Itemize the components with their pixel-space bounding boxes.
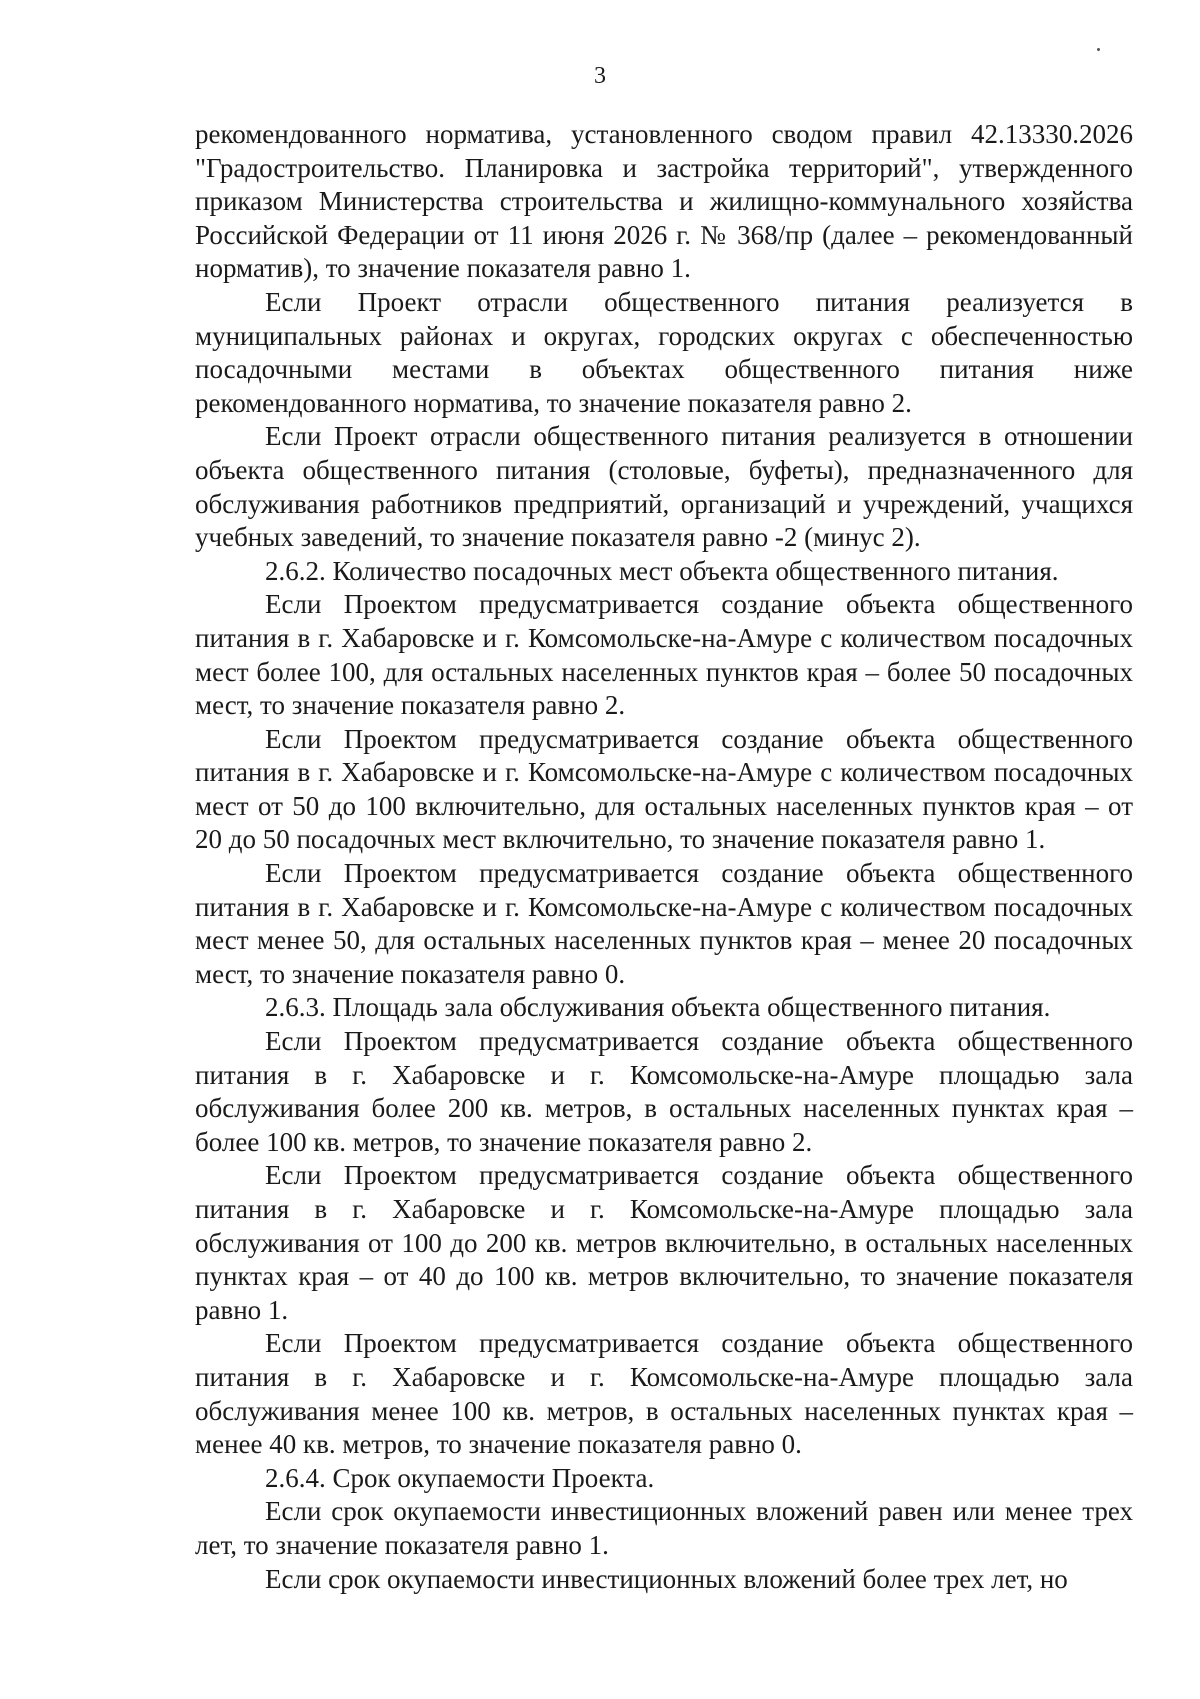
section-heading: 2.6.3. Площадь зала обслуживания объекта общественного питания. [265,992,1051,1023]
document-body [195,118,1133,1596]
scan-speck [1097,48,1100,51]
paragraph: Если Проектом предусматривается создание объекта общественного питания в г. Хабаровске и г. Комсомольске-на-Амуре площадью зала обслуживания более 200 кв. метров, в остальных населенных пунктах края – более 100 кв. метров, то значение показателя равно 2. [195,1026,1133,1157]
section-heading: 2.6.4. Срок окупаемости Проекта. [265,1462,655,1493]
paragraph: Если Проект отрасли общественного питания реализуется в муниципальных районах и округах, городских округах с обеспеченностью посадочными местами в объектах общественного питания ниже рекомендованного норматива, то значение показателя равно 2. [195,286,1133,418]
paragraph: Если Проектом предусматривается создание объекта общественного питания в г. Хабаровске и г. Комсомольске-на-Амуре с количеством посадочных мест менее 50, для остальных населенных пунктов края – менее 20 посадочных мест, то значение показателя равно 0. [195,858,1133,989]
paragraph: Если Проектом предусматривается создание объекта общественного питания в г. Хабаровске и г. Комсомольске-на-Амуре площадью зала обслуживания менее 100 кв. метров, в остальных населенных пунктах края – менее 40 кв. метров, то значение показателя равно 0. [195,1328,1133,1460]
paragraph: Если срок окупаемости инвестиционных вложений равен или менее трех лет, то значение показателя равно 1. [195,1496,1133,1560]
paragraph-continuation: рекомендованного норматива, установленного сводом правил 42.13330.2026 "Градостроительство. Планировка и застройка территорий", утвержденного приказом Министерства строительства и жилищно-коммунального хозяйства Российской Федерации от 11 июня 2026 г. № 368/пр (далее – рекомендованный норматив), то значение показателя равно 1. [195,119,1133,284]
section-heading: 2.6.2. Количество посадочных мест объекта общественного питания. [265,555,1059,586]
paragraph: Если Проект отрасли общественного питания реализуется в отношении объекта общественного питания (столовые, буфеты), предназначенного для обслуживания работников предприятий, организаций и учреждений, учащихся учебных заведений, то значение показателя равно -2 (минус 2). [195,421,1133,553]
paragraph: Если Проектом предусматривается создание объекта общественного питания в г. Хабаровске и г. Комсомольске-на-Амуре площадью зала обслуживания от 100 до 200 кв. метров включительно, в остальных населенных пунктах края – от 40 до 100 кв. метров включительно, то значение показателя равно 1. [195,1160,1133,1325]
paragraph: Если Проектом предусматривается создание объекта общественного питания в г. Хабаровске и г. Комсомольске-на-Амуре с количеством посадочных мест более 100, для остальных населенных пунктов края – более 50 посадочных мест, то значение показателя равно 2. [195,589,1133,721]
page-number: 3 [594,63,606,89]
paragraph: Если Проектом предусматривается создание объекта общественного питания в г. Хабаровске и г. Комсомольске-на-Амуре с количеством посадочных мест от 50 до 100 включительно, для остальных населенных пунктов края – от 20 до 50 посадочных мест включительно, то значение показателя равно 1. [195,723,1133,855]
paragraph: Если срок окупаемости инвестиционных вложений более трех лет, но [265,1563,1068,1594]
